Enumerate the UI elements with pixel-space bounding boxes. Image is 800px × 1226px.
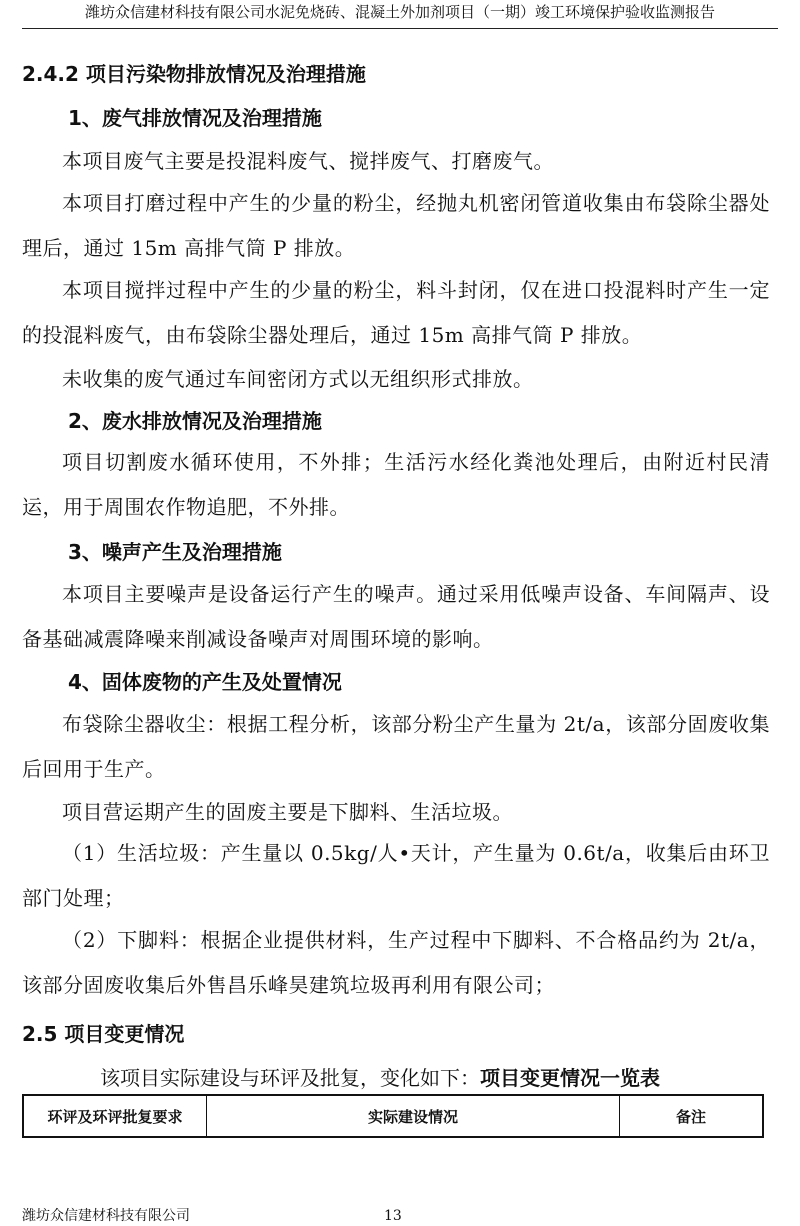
paragraph-solid-waste-types: 项目营运期产生的固废主要是下脚料、生活垃圾。 bbox=[62, 800, 513, 824]
section-heading-2-4-2: 2.4.2 项目污染物排放情况及治理措施 bbox=[22, 62, 366, 86]
section-heading-2-5: 2.5 项目变更情况 bbox=[22, 1022, 185, 1046]
header-divider bbox=[22, 28, 778, 29]
page-number: 13 bbox=[384, 1208, 402, 1224]
table-header-row bbox=[23, 1095, 763, 1137]
paragraph-waste-gas-sources: 本项目废气主要是投混料废气、搅拌废气、打磨废气。 bbox=[62, 149, 554, 173]
paragraph-scrap-material: （2）下脚料：根据企业提供材料，生产过程中下脚料、不合格品约为 2t/a，该部分固废收集后外售昌乐峰昊建筑垃圾再利用有限公司； bbox=[22, 928, 770, 997]
subheading-solid-waste: 4、固体废物的产生及处置情况 bbox=[68, 670, 342, 694]
paragraph-grinding-dust: 本项目打磨过程中产生的少量的粉尘，经抛丸机密闭管道收集由布袋除尘器处理后，通过 15m 高排气筒 P 排放。 bbox=[22, 191, 770, 260]
table-header-eia-requirements: 环评及环评批复要求 bbox=[23, 1095, 207, 1137]
table-header-actual-construction: 实际建设情况 bbox=[207, 1095, 620, 1137]
table-header-remarks: 备注 bbox=[620, 1095, 764, 1137]
paragraph-noise: 本项目主要噪声是设备运行产生的噪声。通过采用低噪声设备、车间隔声、设备基础减震降噪来削减设备噪声对周围环境的影响。 bbox=[22, 582, 770, 651]
paragraph-domestic-garbage: （1）生活垃圾：产生量以 0.5kg/人•天计，产生量为 0.6t/a，收集后由环卫部门处理； bbox=[22, 841, 770, 910]
paragraph-dust-collection: 布袋除尘器收尘：根据工程分析，该部分粉尘产生量为 2t/a，该部分固废收集后回用于生产。 bbox=[22, 712, 770, 781]
project-change-table bbox=[22, 1094, 764, 1138]
paragraph-mixing-dust: 本项目搅拌过程中产生的少量的粉尘，料斗封闭，仅在进口投混料时产生一定的投混料废气，由布袋除尘器处理后，通过 15m 高排气筒 P 排放。 bbox=[22, 278, 770, 347]
page-header: 潍坊众信建材科技有限公司水泥免烧砖、混凝土外加剂项目（一期）竣工环境保护验收监测报告 bbox=[84, 3, 715, 21]
paragraph-fugitive-emission: 未收集的废气通过车间密闭方式以无组织形式排放。 bbox=[62, 367, 534, 391]
table-caption-text: 该项目实际建设与环评及批复，变化如下： bbox=[100, 1066, 480, 1090]
footer-company: 潍坊众信建材科技有限公司 bbox=[22, 1208, 190, 1224]
paragraph-waste-water: 项目切割废水循环使用，不外排；生活污水经化粪池处理后，由附近村民清运，用于周围农作物追肥，不外排。 bbox=[22, 450, 770, 519]
subheading-waste-water: 2、废水排放情况及治理措施 bbox=[68, 409, 322, 433]
table-caption-title: 项目变更情况一览表 bbox=[480, 1066, 660, 1090]
table-caption bbox=[22, 1064, 770, 1092]
subheading-waste-gas: 1、废气排放情况及治理措施 bbox=[68, 106, 322, 130]
subheading-noise: 3、噪声产生及治理措施 bbox=[68, 540, 282, 564]
